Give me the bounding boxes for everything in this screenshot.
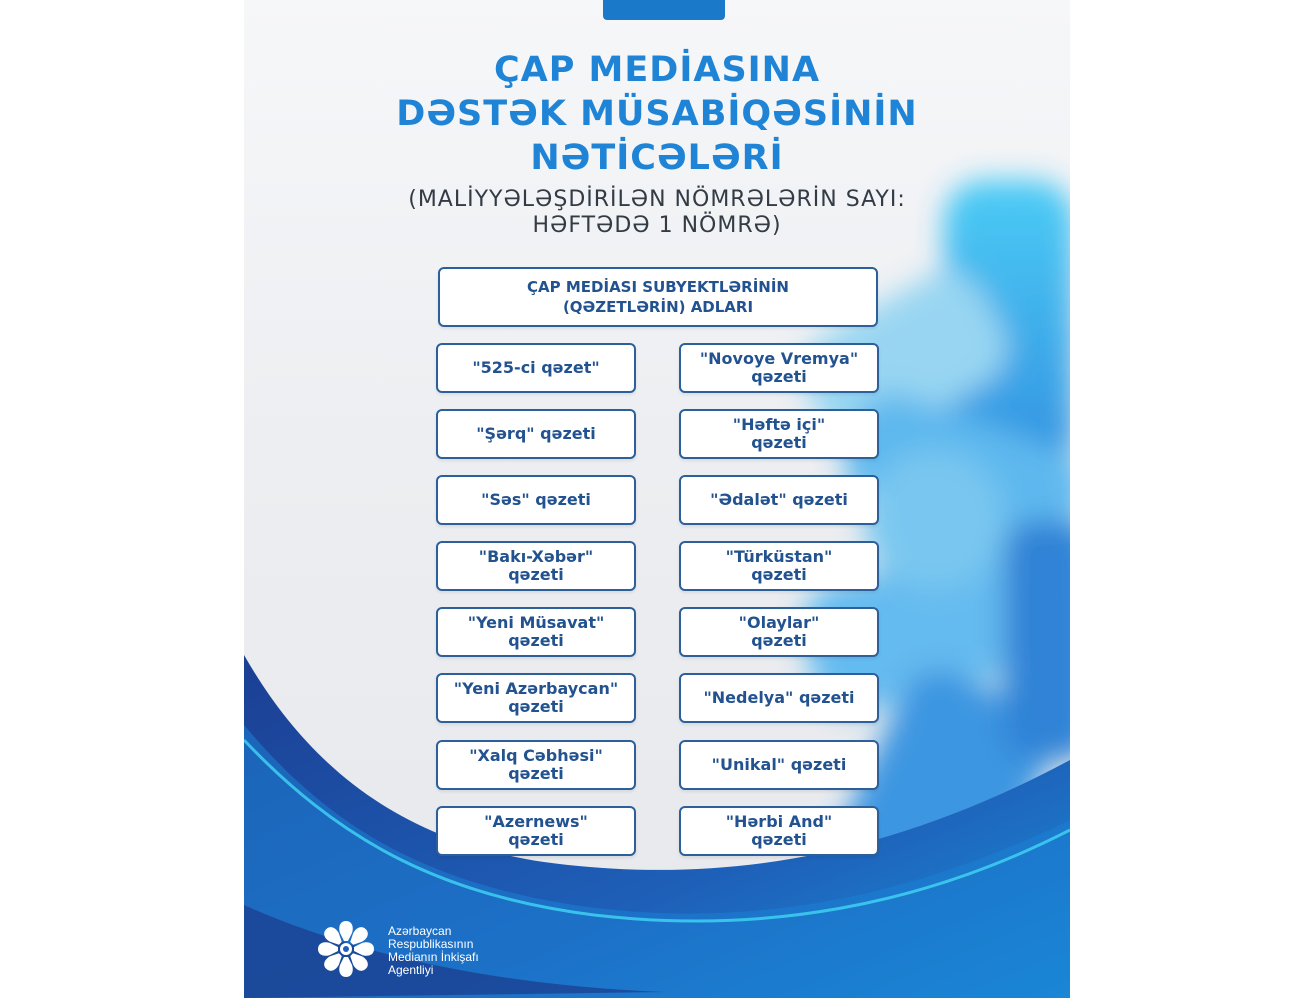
list-header-box [438,267,878,327]
newspaper-name: "Yeni Müsavat" [467,613,605,632]
agency-line-4: Agentliyi [388,963,434,977]
newspaper-box [436,740,636,790]
newspaper-name-suffix: qəzeti [751,367,807,386]
newspaper-name: "Unikal" qəzeti [711,755,847,774]
newspaper-name-suffix: qəzeti [508,565,564,584]
newspaper-box [679,475,879,525]
newspaper-name: "Nedelya" qəzeti [703,688,855,707]
newspaper-box [679,740,879,790]
title-line-1: ÇAP MEDİASINA [493,50,821,90]
title-line-2: DƏSTƏK MÜSABİQƏSİNİN [396,94,918,134]
title-line-3: NƏTİCƏLƏRİ [530,138,784,178]
newspaper-name: "Şərq" qəzeti [476,424,596,443]
newspaper-name-suffix: qəzeti [751,433,807,452]
newspaper-name-suffix: qəzeti [508,697,564,716]
newspaper-name-suffix: qəzeti [751,565,807,584]
agency-line-3: Medianın İnkişafı [388,950,479,964]
snowflake-emblem-icon [314,917,378,981]
agency-line-2: Respublikasının [388,937,474,951]
newspaper-name-suffix: qəzeti [508,631,564,650]
newspaper-name-suffix: qəzeti [508,764,564,783]
newspaper-box [436,607,636,657]
newspaper-name: "Hərbi And" [725,812,833,831]
agency-name [388,925,479,977]
newspaper-name-suffix: qəzeti [751,830,807,849]
newspaper-box [679,409,879,459]
newspaper-name: "Azernews" [484,812,588,831]
newspaper-name: "Bakı-Xəbər" [478,547,594,566]
newspaper-name: "Səs" qəzeti [481,490,591,509]
newspaper-box [436,343,636,393]
newspaper-name-suffix: qəzeti [751,631,807,650]
newspaper-name: "Ədalət" qəzeti [710,490,848,509]
newspaper-name: "Həftə içi" [732,415,826,434]
top-tab-decoration [603,0,725,20]
newspaper-name: "Olaylar" [738,613,820,632]
newspaper-name-suffix: qəzeti [508,830,564,849]
newspaper-name: "Xalq Cəbhəsi" [469,746,603,765]
newspaper-box [436,673,636,723]
agency-line-1: Azərbaycan [388,924,452,938]
list-header-line-1: ÇAP MEDİASI SUBYEKTLƏRİNİN [527,278,789,296]
newspaper-name: "525-ci qəzet" [472,358,600,377]
newspaper-box [679,673,879,723]
newspaper-box [436,806,636,856]
subtitle-line-2: HƏFTƏDƏ 1 NÖMRƏ) [532,213,782,238]
newspaper-box [436,541,636,591]
newspaper-box [436,409,636,459]
newspaper-name: "Türküstan" [725,547,833,566]
newspaper-box [679,343,879,393]
list-header-line-2: (QƏZETLƏRİN) ADLARI [562,298,754,316]
newspaper-box [436,475,636,525]
newspaper-box [679,541,879,591]
poster [244,0,1070,998]
newspaper-box [679,607,879,657]
newspaper-name: "Novoye Vremya" [699,349,859,368]
subtitle-line-1: (MALİYYƏLƏŞDİRİLƏN NÖMRƏLƏRİN SAYI: [408,187,906,212]
newspaper-box [679,806,879,856]
newspaper-name: "Yeni Azərbaycan" [453,679,619,698]
